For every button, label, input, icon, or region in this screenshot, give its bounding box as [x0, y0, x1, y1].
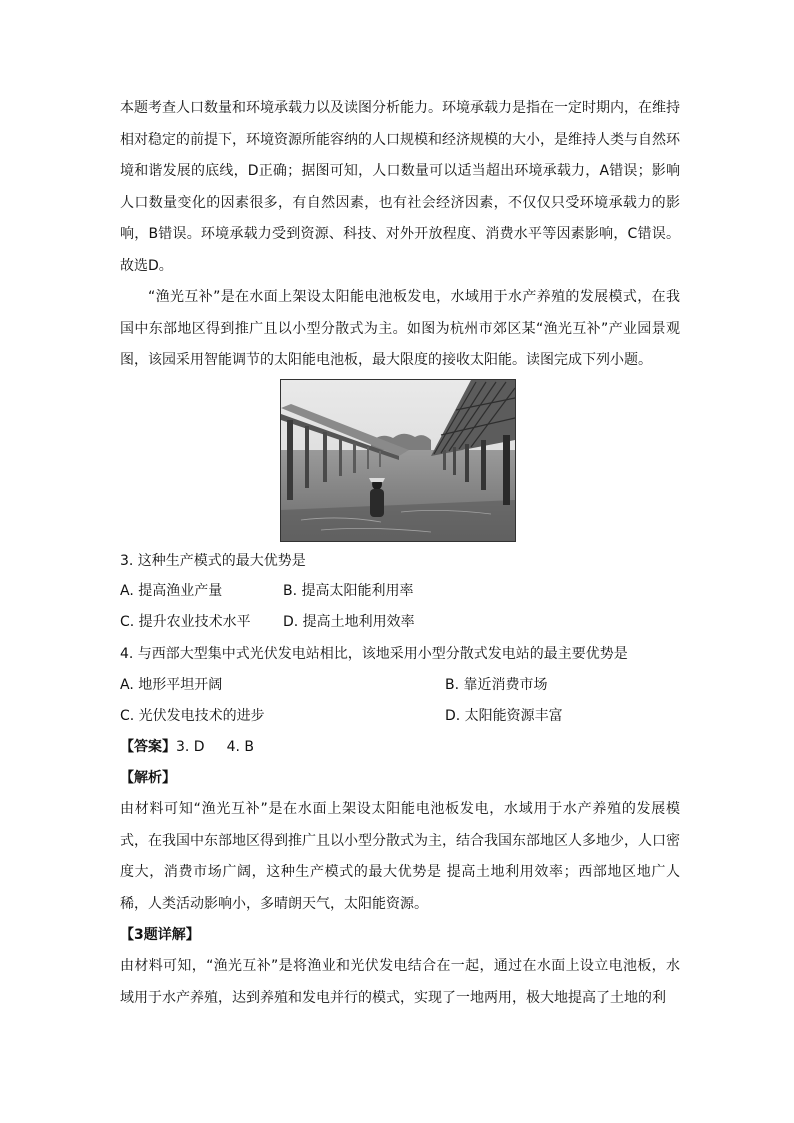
intro-paragraph-block: [120, 93, 680, 282]
q4-option-c: C. 光伏发电技术的进步: [120, 708, 265, 724]
q4-option-a: A. 地形平坦开阔: [120, 677, 223, 693]
q3-options-row-1: [120, 579, 680, 603]
q3-option-c: C. 提升农业技术水平: [120, 614, 251, 630]
fishery-solar-photo: [280, 379, 516, 542]
q3-option-a: A. 提高渔业产量: [120, 583, 223, 599]
detail3-label-row: [120, 923, 680, 947]
detail3-label: 【3题详解】: [120, 927, 200, 943]
answer-line: [120, 735, 254, 759]
answer-row: [120, 735, 680, 759]
material-paragraph: “渔光互补”是在水面上架设太阳能电池板发电，水域用于水产养殖的发展模式，在我国中东部地区得到推广且以小型分散式为主。如图为杭州市郊区某“渔光互补”产业园景观图，该园采用智能调节的太阳能电池板，最大限度的接收太阳能。读图完成下列小题。: [120, 289, 680, 368]
q4-option-b: B. 靠近消费市场: [445, 677, 548, 693]
analysis-text-block: [120, 794, 680, 920]
q4-stem: 4. 与西部大型集中式光伏发电站相比，该地采用小型分散式发电站的最主要优势是: [120, 646, 628, 662]
q4-options-row-1: [120, 673, 680, 697]
q3-stem-row: [120, 549, 680, 573]
q3-stem: 3. 这种生产模式的最大优势是: [120, 553, 306, 569]
q3-option-d: D. 提高土地利用效率: [283, 614, 415, 630]
answer-q3: 3. D: [176, 739, 205, 755]
q3-options-row-2: [120, 610, 680, 634]
intro-paragraph: 本题考查人口数量和环境承载力以及读图分析能力。环境承载力是指在一定时期内，在维持相对稳定的前提下，环境资源所能容纳的人口规模和经济规模的大小，是维持人类与自然环境和谐发展的底线，D正确；据图可知，人口数量可以适当超出环境承载力，A错误；影响人口数量变化的因素很多，有自然因素，也有社会经济因素，不仅仅只受环境承载力的影响，B错误。环境承载力受到资源、科技、对外开放程度、消费水平等因素影响，C错误。故选D。: [120, 100, 680, 274]
q4-stem-row: [120, 642, 680, 666]
analysis-text: 由材料可知“渔光互补”是在水面上架设太阳能电池板发电，水域用于水产养殖的发展模式，在我国中东部地区得到推广且以小型分散式为主，结合我国东部地区人多地少，人口密度大，消费市场广阔，这种生产模式的最大优势是 提高土地利用效率；西部地区地广人稀，人类活动影响小，多晴朗天气，太阳能资源。: [120, 801, 680, 912]
q4-options-row-2: [120, 704, 680, 728]
q4-option-d: D. 太阳能资源丰富: [445, 708, 563, 724]
answer-q4: 4. B: [226, 739, 255, 755]
q3-option-b: B. 提高太阳能利用率: [283, 583, 414, 599]
material-paragraph-block: [120, 282, 680, 377]
analysis-label: 【解析】: [120, 770, 176, 786]
detail3-text: 由材料可知，“渔光互补”是将渔业和光伏发电结合在一起，通过在水面上设立电池板，水域用于水产养殖，达到养殖和发电并行的模式，实现了一地两用，极大地提高了土地的利: [120, 958, 680, 1006]
answer-label: 【答案】: [120, 739, 176, 755]
detail3-text-block: [120, 951, 680, 1014]
analysis-label-row: [120, 766, 680, 790]
